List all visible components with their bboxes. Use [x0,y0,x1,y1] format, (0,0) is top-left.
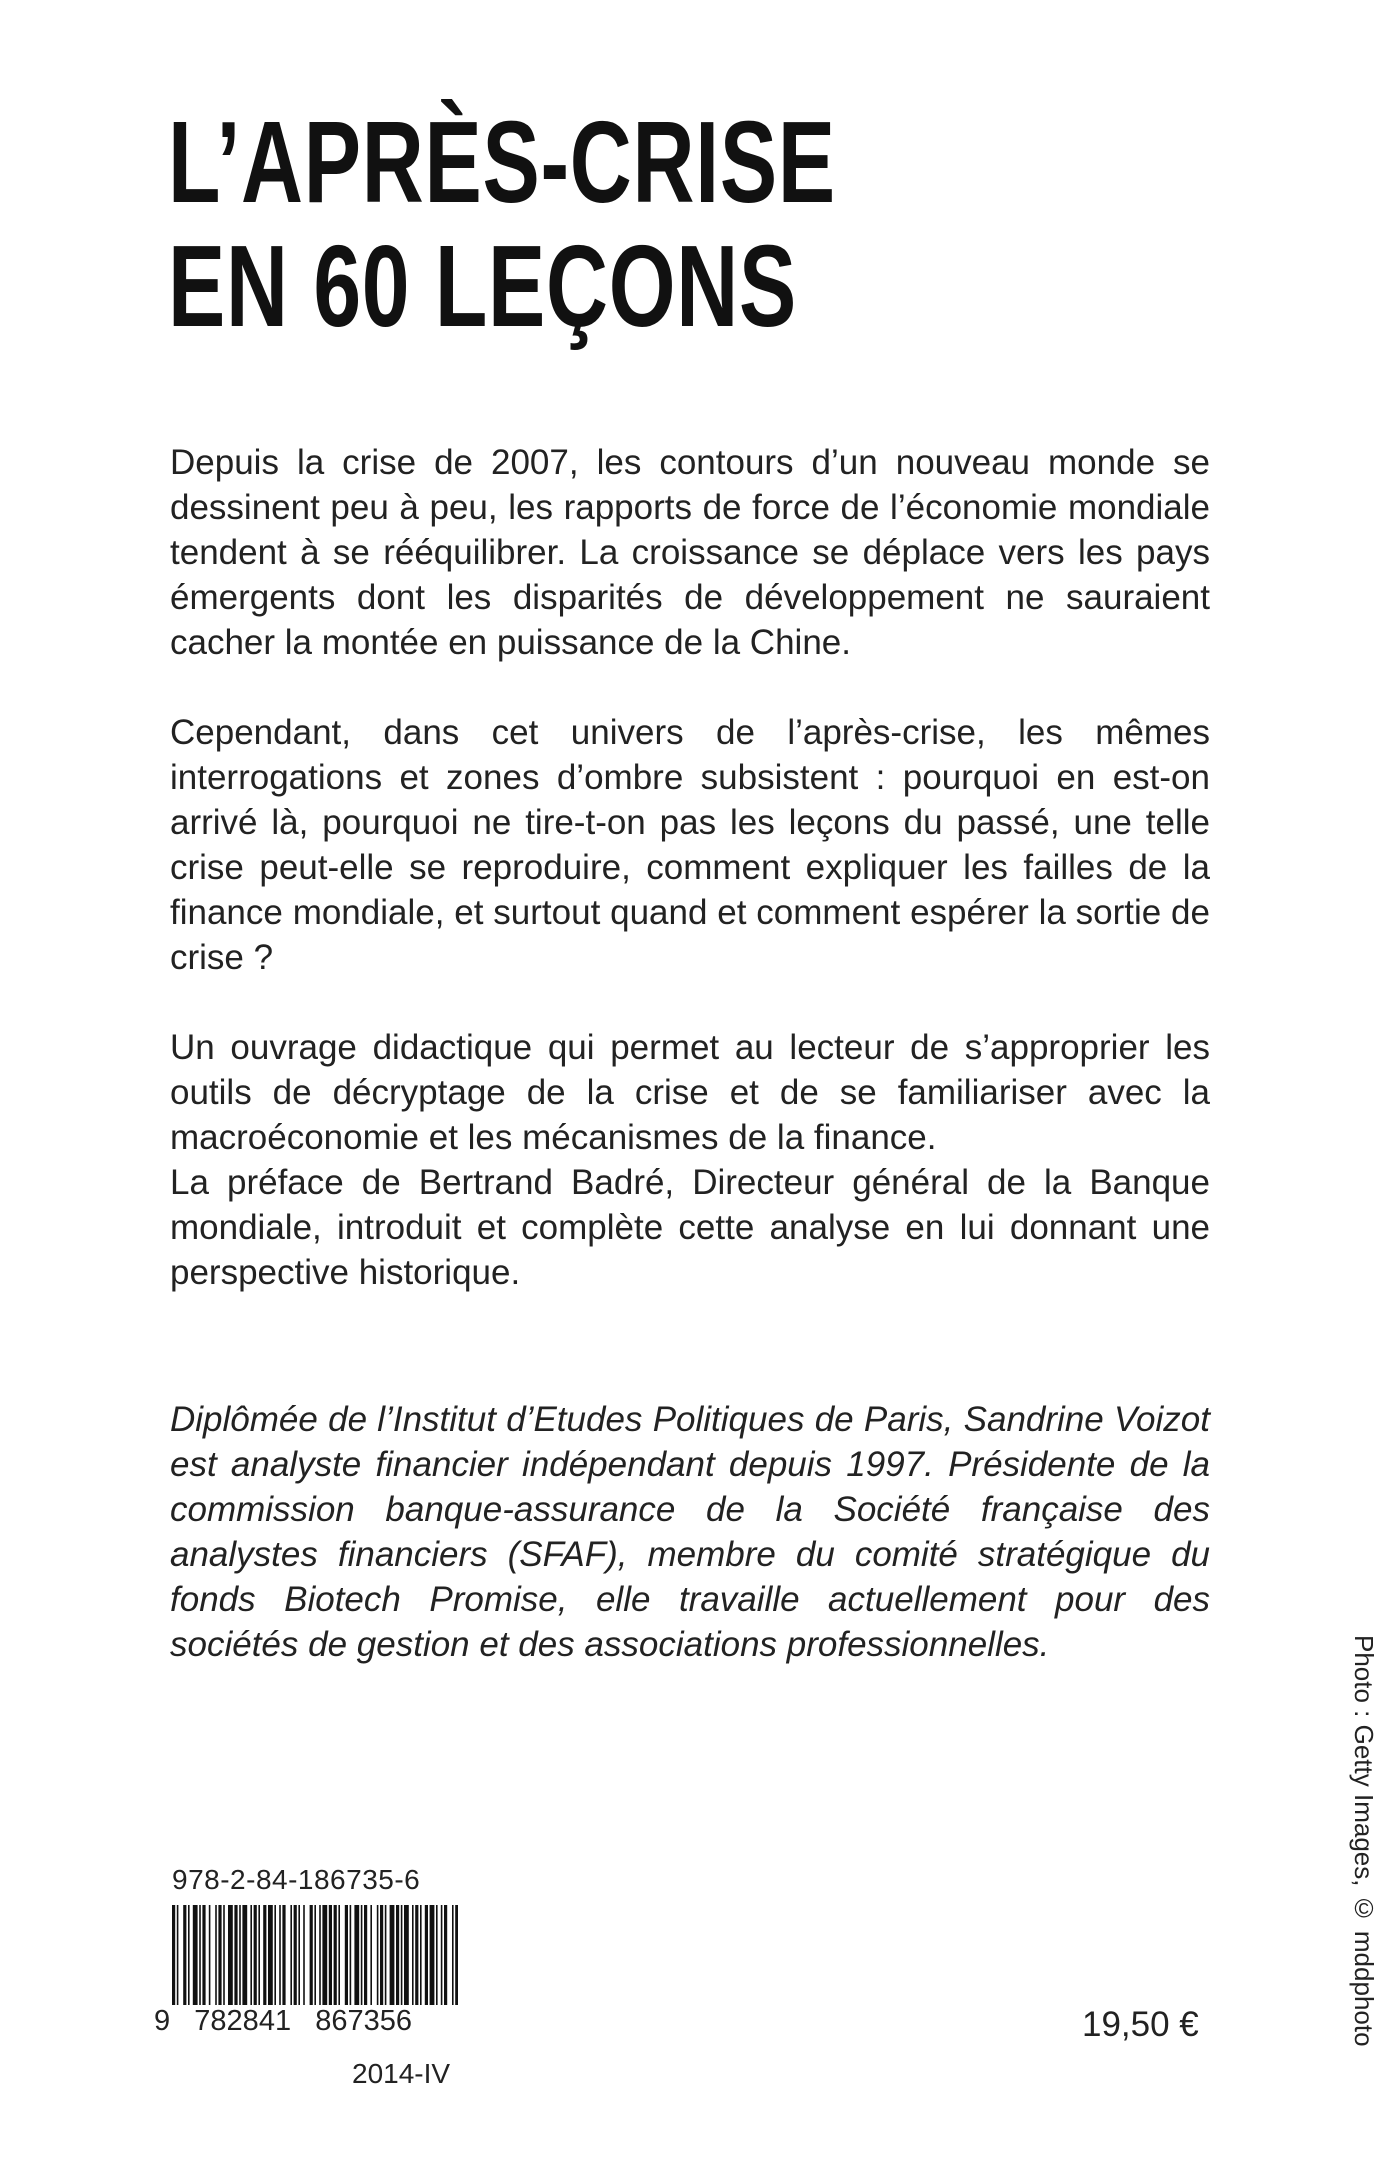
barcode-bar [268,1905,273,2005]
barcode-bar [218,1905,221,2005]
barcode-bar [234,1905,237,2005]
barcode-bar [263,1905,266,2005]
barcode-bar [412,1905,414,2005]
barcode-bar [282,1905,285,2005]
barcode-bar [425,1905,428,2005]
edition-code: 2014-IV [352,2058,451,2089]
title-line-2: EN 60 LEÇONS [168,221,797,351]
barcode-bar [183,1905,186,2005]
barcode-bar [444,1905,447,2005]
barcode-bar [298,1905,300,2005]
barcode-bar [350,1905,352,2005]
barcode-bar [364,1905,367,2005]
barcode-bar [290,1905,292,2005]
barcode-bar [420,1905,422,2005]
barcode-bar [319,1905,321,2005]
summary-paragraph-3: Un ouvrage didactique qui permet au lecteur de s’approprier les outils de décryptage de la crise et de se familiariser avec la macroéconomie et les mécanismes de la finance. [170,1028,1210,1157]
photo-credit: Photo : Getty Images, © mddphoto [1349,1635,1379,2047]
barcode-bar [415,1905,418,2005]
barcode-bar [329,1905,332,2005]
summary-paragraph-2: Cependant, dans cet univers de l’après-crise, les mêmes interrogations et zones d’ombre subsistent : pourquoi en est-on arrivé là, pourquoi ne tire-t-on pas les leçons du passé, une telle crise peut-elle se reproduire, comment expliquer les failles de la finance mondiale, et surtout quand et comment espérer la sortie de crise ? [170,713,1210,977]
barcode-bar [239,1905,241,2005]
barcode-bar [228,1905,233,2005]
barcode-bar [242,1905,247,2005]
barcode-digits: 9 782841 867356 [154,2005,413,2037]
barcode-bar [258,1905,260,2005]
barcode [172,1905,458,2005]
barcode-bar [338,1905,340,2005]
preface-paragraph: La préface de Bertrand Badré, Directeur général de la Banque mondiale, introduit et complète cette analyse en lui donnant une perspective historique. [170,1163,1210,1292]
barcode-bar [441,1905,443,2005]
barcode-bar [172,1905,175,2005]
barcode-bar [377,1905,379,2005]
author-bio: Diplômée de l’Institut d’Etudes Politiques de Paris, Sandrine Voizot est analyste financier indépendant depuis 1997. Présidente de la commission banque-assurance de la Société française des analystes financiers (SFAF), membre du comité stratégique du fonds Biotech Promise, elle travaille actuellement pour des sociétés de gestion et des associations professionnelles. [170,1400,1210,1664]
barcode-bar [361,1905,363,2005]
barcode-bar [303,1905,305,2005]
barcode-bar [334,1905,337,2005]
barcode-bar [274,1905,276,2005]
barcode-bar [279,1905,281,2005]
barcode-bar [345,1905,348,2005]
barcode-bar [404,1905,409,2005]
barcode-bar [314,1905,316,2005]
barcode-bar [430,1905,435,2005]
barcode-bar [177,1905,179,2005]
barcode-bar [202,1905,205,2005]
barcode-bar [223,1905,225,2005]
barcode-bar [209,1905,211,2005]
barcode-bar [322,1905,327,2005]
barcode-bar [455,1905,458,2005]
barcode-bar [401,1905,403,2005]
barcode-bar [436,1905,438,2005]
barcode-bar [199,1905,201,2005]
barcode-bar [215,1905,217,2005]
barcode-bar [254,1905,257,2005]
barcode-bar [396,1905,399,2005]
barcode-bar [390,1905,395,2005]
barcode-bar [310,1905,313,2005]
barcode-bar [385,1905,387,2005]
isbn-number: 978-2-84-186735-6 [172,1864,421,1895]
price: 19,50 € [1082,2005,1199,2044]
barcode-bar [452,1905,454,2005]
barcode-bar [294,1905,297,2005]
barcode-bar [250,1905,252,2005]
title-line-1: L’APRÈS-CRISE [168,97,836,227]
summary-paragraph-1: Depuis la crise de 2007, les contours d’un nouveau monde se dessinent peu à peu, les rapports de force de l’économie mondiale tendent à se rééquilibrer. La croissance se déplace vers les pays émergents dont les disparités de développement ne sauraient cacher la montée en puissance de la Chine. [170,443,1210,662]
barcode-bar [370,1905,372,2005]
barcode-bar [380,1905,383,2005]
book-title [168,97,836,351]
barcode-bar [188,1905,190,2005]
barcode-bar [193,1905,198,2005]
summary-block [170,440,1210,1295]
barcode-bar [354,1905,359,2005]
